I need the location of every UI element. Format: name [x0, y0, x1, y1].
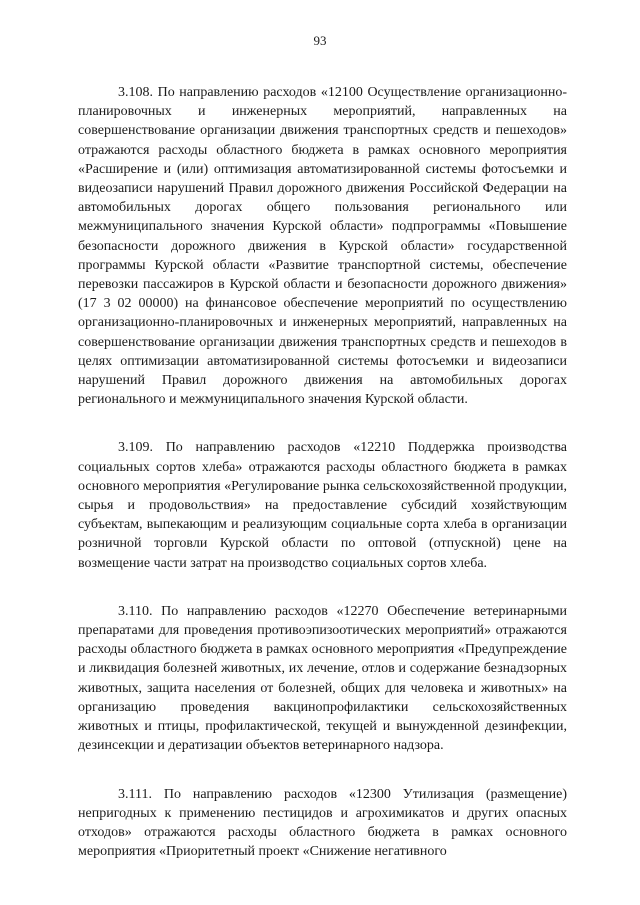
paragraph-3-109: 3.109. По направлению расходов «12210 Поддержка производства социальных сортов хлеба» отражаются расходы областного бюджета в рамках основного мероприятия «Регулирование рынка сельскохозяйственной продукции, сырья и продовольствия» на предоставление субсидий хозяйствующим субъектам, выпекающим и реализующим социальные сорта хлеба в организации розничной торговли Курской области по оптовой (отпускной) цене на возмещение части затрат на производство социальных сортов хлеба. — [78, 440, 567, 571]
paragraph-3-111: 3.111. По направлению расходов «12300 Утилизация (размещение) непригодных к применению пестицидов и агрохимикатов и других опасных отходов» отражаются расходы областного бюджета в рамках основного мероприятия «Приоритетный проект «Снижение негативного — [78, 786, 567, 860]
document-body — [78, 83, 567, 890]
paragraph-3-108: 3.108. По направлению расходов «12100 Осуществление организационно-планировочных и инженерных мероприятий, направленных на совершенствование организации движения транспортных средств и пешеходов» отражаются расходы областного бюджета в рамках основного мероприятия «Расширение и (или) оптимизация автоматизированной системы фотосъемки и видеозаписи нарушений Правил дорожного движения Российской Федерации на автомобильных дорогах общего пользования регионального или межмуниципального значения Курской области» подпрограммы «Повышение безопасности дорожного движения в Курской области» государственной программы Курской области «Развитие транспортной системы, обеспечение перевозки пассажиров в Курской области и безопасности дорожного движения» (17 3 02 00000) на финансовое обеспечение мероприятий по осуществлению организационно-планировочных и инженерных мероприятий, направленных на совершенствование организации движения транспортных средств и пешеходов в целях оптимизации автоматизированной системы фотосъемки и видеозаписи нарушений Правил дорожного движения на автомобильных дорогах регионального и межмуниципального значения Курской области. — [78, 85, 567, 408]
page-number: 93 — [313, 33, 327, 48]
paragraph-3-110: 3.110. По направлению расходов «12270 Обеспечение ветеринарными препаратами для проведения противоэпизоотических мероприятий» отражаются расходы областного бюджета в рамках основного мероприятия «Предупреждение и ликвидация болезней животных, их лечение, отлов и содержание безнадзорных животных, защита населения от болезней, общих для человека и животных» на организацию проведения вакцинопрофилактики сельскохозяйственных животных и птицы, профилактической, текущей и вынужденной дезинфекции, дезинсекции и дератизации объектов ветеринарного надзора. — [78, 603, 567, 754]
